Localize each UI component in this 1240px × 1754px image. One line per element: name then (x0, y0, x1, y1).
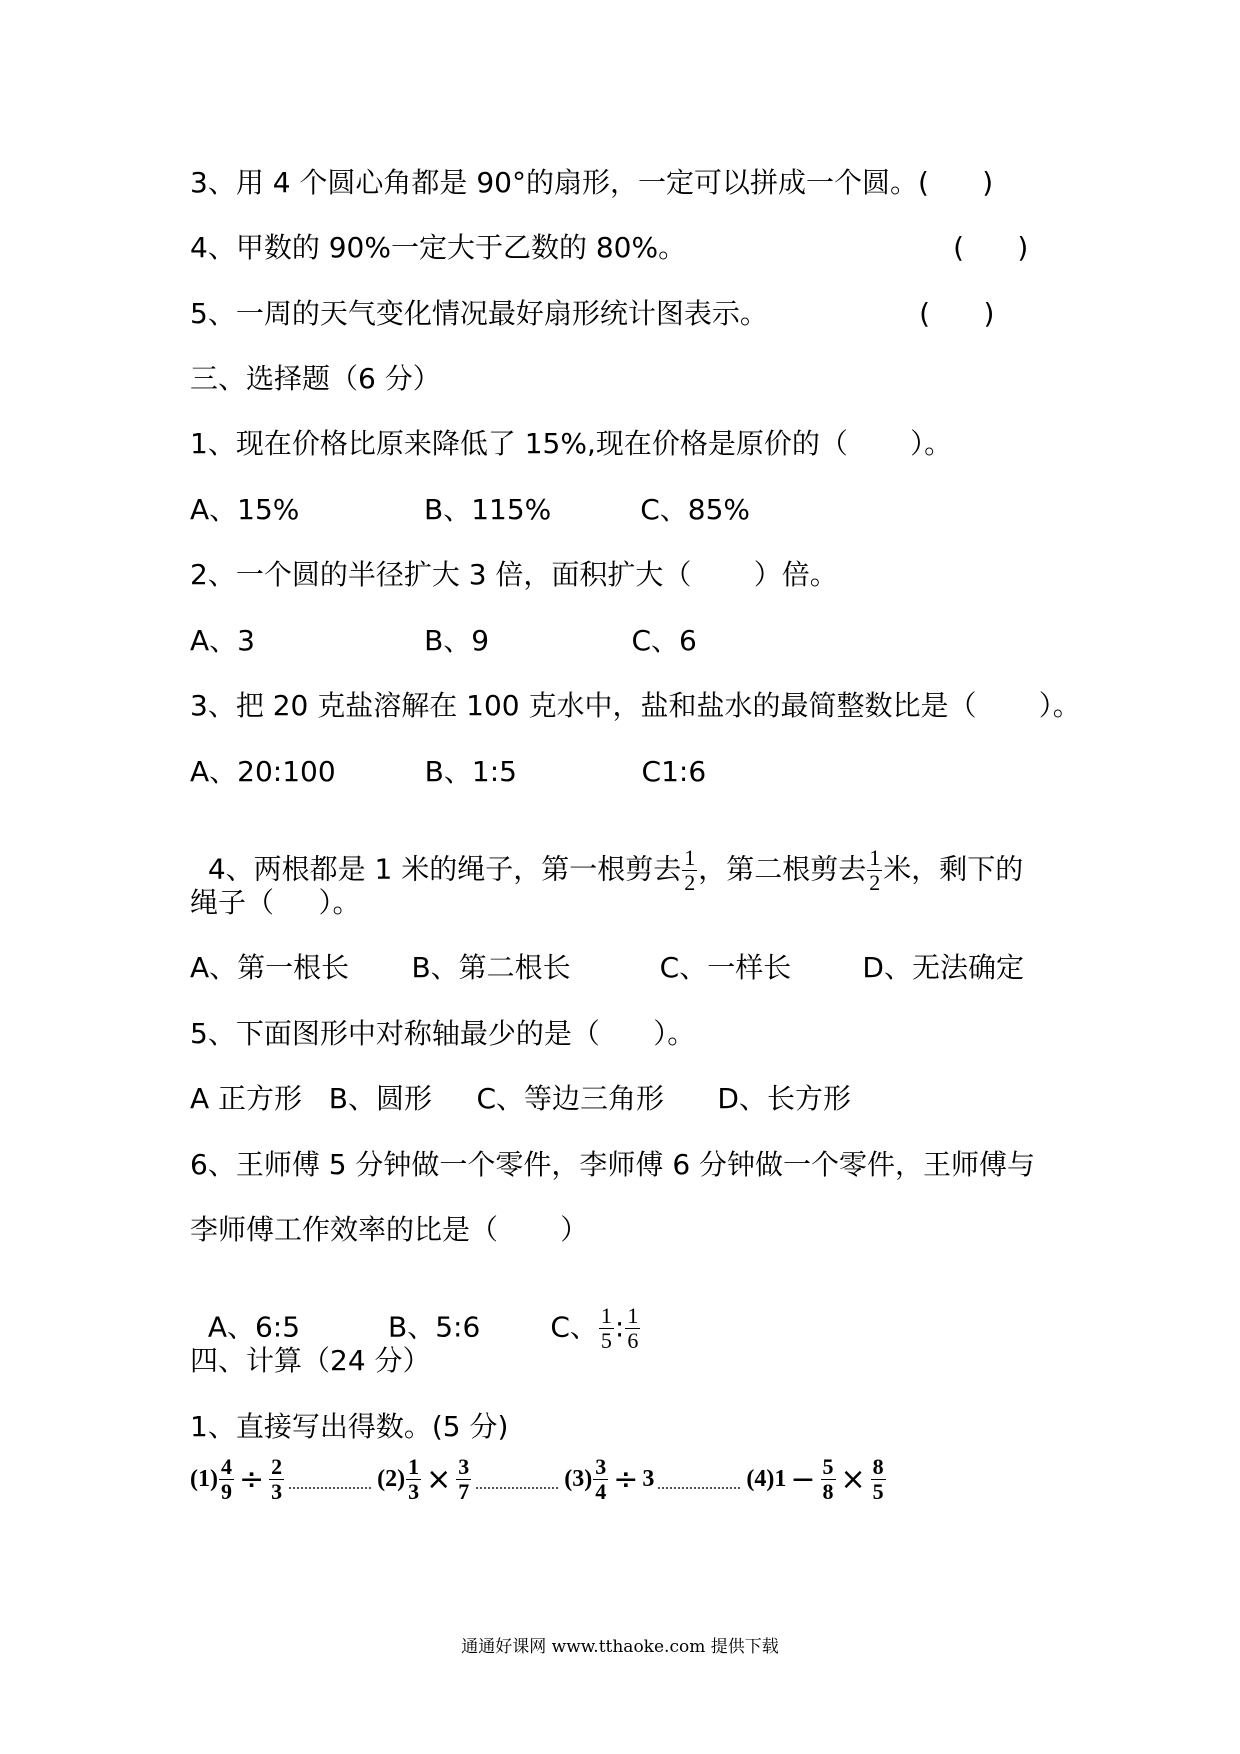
answer-blank[interactable] (658, 1487, 740, 1489)
choice-q4-options: A、第一根长 B、第二根长 C、一样长 D、无法确定 (190, 951, 1024, 984)
fraction-denominator: 5 (600, 1328, 612, 1353)
fraction-denominator: 6 (627, 1328, 639, 1353)
option-c: C、 (550, 1310, 598, 1344)
fraction-numerator: 3 (595, 1454, 607, 1479)
choice-q6: 6、王师傅 5 分钟做一个零件，李师傅 6 分钟做一个零件，王师傅与 (190, 1148, 1036, 1181)
operand: 1 (774, 1466, 787, 1492)
fraction (456, 1455, 471, 1504)
fraction-denominator: 3 (271, 1479, 283, 1504)
judge-item-4: 4、甲数的 90%一定大于乙数的 80%。 ( ) (190, 231, 1029, 264)
fraction-numerator: 8 (872, 1454, 884, 1479)
fraction-numerator: 5 (822, 1454, 834, 1479)
problem-label: (4) (746, 1466, 775, 1492)
multiply-sign: × (840, 1462, 866, 1497)
fraction-numerator: 1 (627, 1303, 639, 1328)
fraction-numerator: 1 (869, 845, 881, 870)
multiply-sign: × (426, 1462, 452, 1497)
fraction-numerator: 1 (600, 1303, 612, 1328)
choice-q4-text-3: 米，剩下的 (883, 852, 1024, 886)
fraction (593, 1455, 608, 1504)
option-b: B、5:6 (388, 1310, 481, 1344)
fraction-denominator: 2 (869, 870, 881, 895)
problem-label: (2) (377, 1466, 406, 1492)
choice-q4-continued: 绳子（ ）。 (190, 886, 361, 919)
choice-q3: 3、把 20 克盐溶解在 100 克水中，盐和盐水的最简整数比是（ ）。 (190, 689, 1081, 722)
problem-label: (3) (564, 1466, 593, 1492)
fraction-numerator: 2 (271, 1454, 283, 1479)
problem-label: (1) (190, 1466, 218, 1492)
choice-q4-text-2: ，第二根剪去 (698, 852, 867, 886)
choice-q6-continued: 李师傅工作效率的比是（ ） (190, 1213, 589, 1246)
choice-q5-options: A 正方形 B、圆形 C、等边三角形 D、长方形 (190, 1082, 851, 1115)
operand: 3 (642, 1466, 655, 1492)
calc-problems (190, 1455, 887, 1504)
fraction-denominator: 5 (872, 1479, 884, 1504)
fraction (682, 846, 697, 895)
fraction (871, 1455, 886, 1504)
minus-sign: − (790, 1462, 816, 1497)
divide-sign: ÷ (613, 1462, 639, 1497)
ratio-colon: : (614, 1310, 625, 1344)
fraction-denominator: 7 (458, 1479, 470, 1504)
fraction-denominator: 9 (220, 1479, 232, 1504)
answer-blank[interactable] (476, 1487, 558, 1489)
choice-q4-text-1: 4、两根都是 1 米的绳子，第一根剪去 (207, 852, 682, 886)
choice-q2-options: A、3 B、9 C、6 (190, 624, 697, 657)
page-footer: 通通好课网 www.tthaoke.com 提供下载 (461, 1637, 779, 1657)
choice-q4 (190, 812, 1023, 895)
fraction (821, 1455, 836, 1504)
choice-q1-options: A、15% B、115% C、85% (190, 493, 751, 526)
choice-q2: 2、一个圆的半径扩大 3 倍，面积扩大（ ）倍。 (190, 558, 838, 591)
fraction (406, 1455, 421, 1504)
divide-sign: ÷ (238, 1462, 265, 1497)
fraction-denominator: 3 (408, 1479, 420, 1504)
fraction-numerator: 4 (220, 1454, 232, 1479)
fraction (219, 1455, 234, 1504)
fraction-denominator: 8 (822, 1479, 834, 1504)
section-title-calc: 四、计算（24 分） (190, 1344, 431, 1377)
fraction-denominator: 4 (595, 1479, 607, 1504)
choice-q1: 1、现在价格比原来降低了 15%,现在价格是原价的（ ）。 (190, 427, 953, 460)
fraction (867, 846, 882, 895)
calc-q1-title: 1、直接写出得数。(5 分) (190, 1410, 509, 1443)
judge-item-3: 3、用 4 个圆心角都是 90°的扇形，一定可以拼成一个圆。( ) (190, 166, 994, 199)
choice-q3-options: A、20:100 B、1:5 C1:6 (190, 755, 707, 788)
section-title-choice: 三、选择题（6 分） (190, 362, 441, 395)
answer-blank[interactable] (289, 1487, 371, 1489)
fraction (269, 1455, 284, 1504)
option-a: A、6:5 (207, 1310, 301, 1344)
fraction (625, 1304, 640, 1353)
fraction-numerator: 3 (458, 1454, 470, 1479)
fraction-numerator: 1 (684, 845, 696, 870)
judge-item-5: 5、一周的天气变化情况最好扇形统计图表示。 ( ) (190, 297, 995, 330)
fraction-denominator: 2 (684, 870, 696, 895)
fraction (599, 1304, 614, 1353)
choice-q5: 5、下面图形中对称轴最少的是（ ）。 (190, 1017, 696, 1050)
choice-q6-options (190, 1270, 641, 1353)
fraction-numerator: 1 (408, 1454, 420, 1479)
